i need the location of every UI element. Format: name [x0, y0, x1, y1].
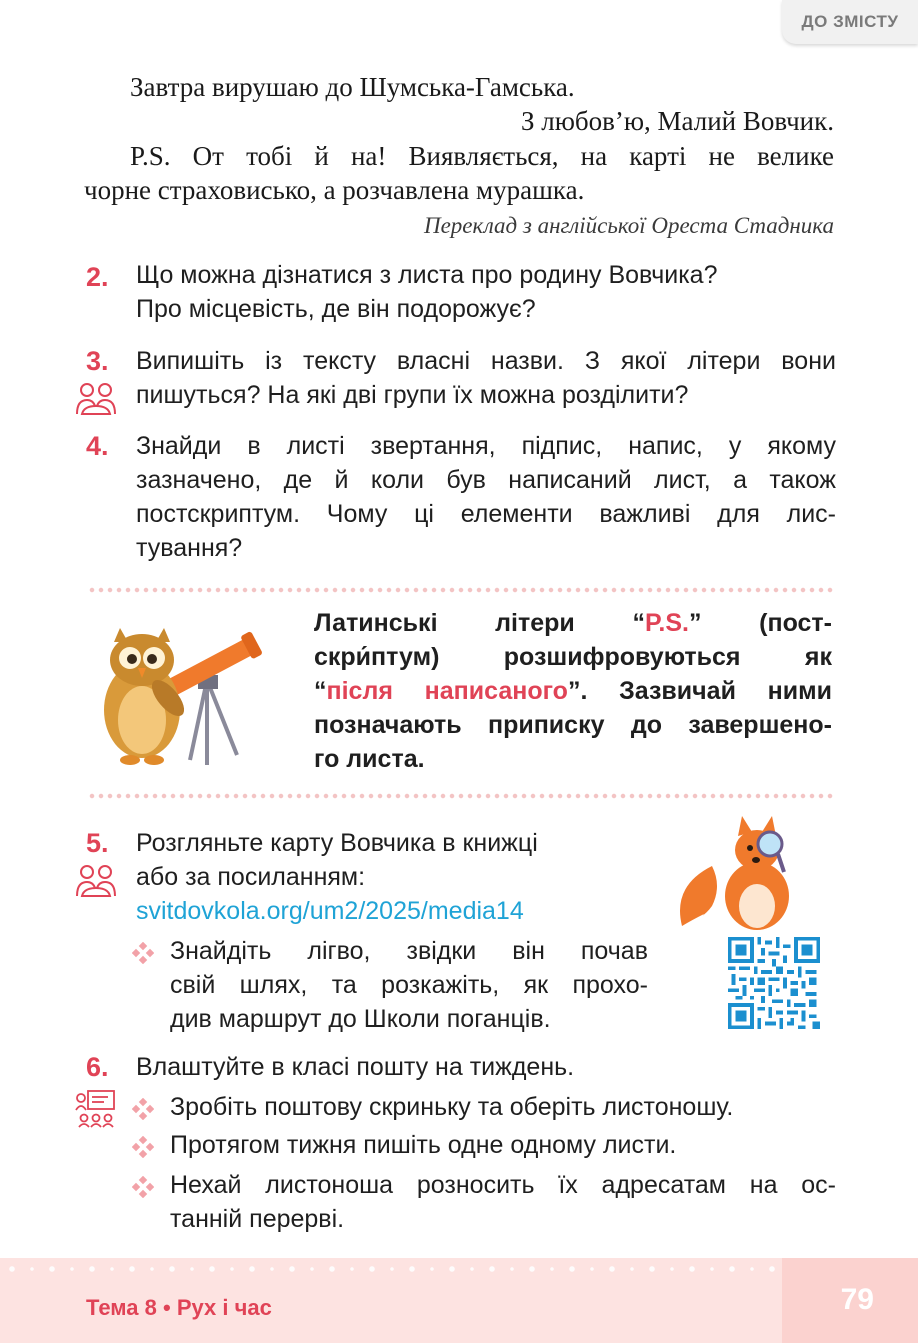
task-line: Знайди в листі звертання, підпис, напис, у якому [136, 432, 836, 460]
task-line: Випишіть із тексту власні назви. З якої літери вони [136, 347, 836, 375]
info-line: го листа. [314, 745, 425, 773]
page-number: 79 [840, 1283, 874, 1316]
info-line: “після написаного”. Зазвичай ними [314, 677, 832, 705]
letter-line: Завтра вирушаю до Шумська-Гамська. [130, 72, 575, 102]
bullet-text [170, 1090, 836, 1124]
fox-with-magnifier-illustration [672, 814, 822, 936]
task-line: пишуться? На які дві групи їх можна розділити? [136, 381, 689, 409]
task-line: Про місцевість, де він подорожує? [136, 295, 536, 323]
bullet-icon [132, 942, 154, 964]
task-text [136, 826, 656, 928]
group-work-icon [74, 1088, 118, 1128]
task-line: Що можна дізнатися з листа про родину Вовчика? [136, 261, 718, 289]
task-line: тування? [136, 534, 243, 562]
bullet-line: Знайдіть лігво, звідки він почав [170, 937, 648, 965]
ps-term: P.S. [644, 609, 689, 637]
task-text [136, 344, 836, 412]
bullet-text [170, 1168, 836, 1236]
bullet-icon [132, 1176, 154, 1198]
task-line: зазначено, де й коли був написаний лист, а також [136, 466, 836, 494]
task-number: 4. [86, 431, 109, 461]
bullet-text [170, 934, 648, 1036]
bullet-line: див маршрут до Школи поганців. [170, 1005, 551, 1033]
task-text [136, 258, 836, 326]
task-text [136, 429, 836, 565]
task-line: постскриптум. Чому ці елементи важливі для лис- [136, 500, 836, 528]
pair-work-icon [74, 862, 118, 902]
info-line: позначають приписку до завершено- [314, 711, 832, 739]
qr-code[interactable] [728, 937, 820, 1029]
info-line: скри́птум) розшифровуються як [314, 643, 832, 671]
letter-signature: З любов’ю, Малий Вовчик. [520, 106, 834, 136]
divider [88, 792, 833, 800]
task-text [136, 1050, 836, 1084]
bullet-icon [132, 1136, 154, 1158]
bullet-line: Зробіть поштову скриньку та оберіть листоношу. [170, 1093, 734, 1121]
topic-number: Тема 8 [86, 1295, 157, 1320]
translation-credit: Переклад з англійської Ореста Стадника [423, 213, 834, 238]
info-box [314, 606, 832, 776]
owl-with-telescope-illustration [92, 620, 272, 770]
bullet-line: Протягом тижня пишіть одне одному листи. [170, 1131, 677, 1159]
footer-ornament [0, 1258, 918, 1280]
letter-ps-line: P.S. От тобі й на! Виявляється, на карті не велике [130, 141, 834, 171]
task-number: 3. [86, 346, 109, 376]
media-link[interactable]: svitdovkola.org/um2/2025/media14 [136, 897, 524, 925]
task-line: Влаштуйте в класі пошту на тиждень. [136, 1053, 575, 1081]
bullet-text [170, 1128, 836, 1162]
info-line: Латинські літери “P.S.” (пост- [314, 609, 832, 637]
topic-title: Рух і час [176, 1295, 272, 1320]
bullet-line: Нехай листоноша розносить їх адресатам на ос- [170, 1171, 836, 1199]
task-line: Розгляньте карту Вовчика в книжці [136, 829, 538, 857]
topic-separator: • [162, 1295, 171, 1320]
letter-ps-line: чорне страховисько, а розчавлена мурашка. [84, 175, 585, 205]
bullet-line: свій шлях, та розкажіть, як прохо- [170, 971, 648, 999]
toc-button[interactable]: ДО ЗМІСТУ [782, 0, 918, 44]
task-line: або за посиланням: [136, 863, 366, 891]
footer-topic [86, 1295, 272, 1321]
task-number: 6. [86, 1052, 109, 1082]
task-number: 2. [86, 262, 109, 292]
footer [0, 1258, 918, 1343]
ps-translation: після написаного [326, 677, 568, 705]
bullet-icon [132, 1098, 154, 1120]
task-number: 5. [86, 828, 109, 858]
divider [88, 586, 833, 594]
bullet-line: танній перерві. [170, 1205, 345, 1233]
pair-work-icon [74, 380, 118, 420]
